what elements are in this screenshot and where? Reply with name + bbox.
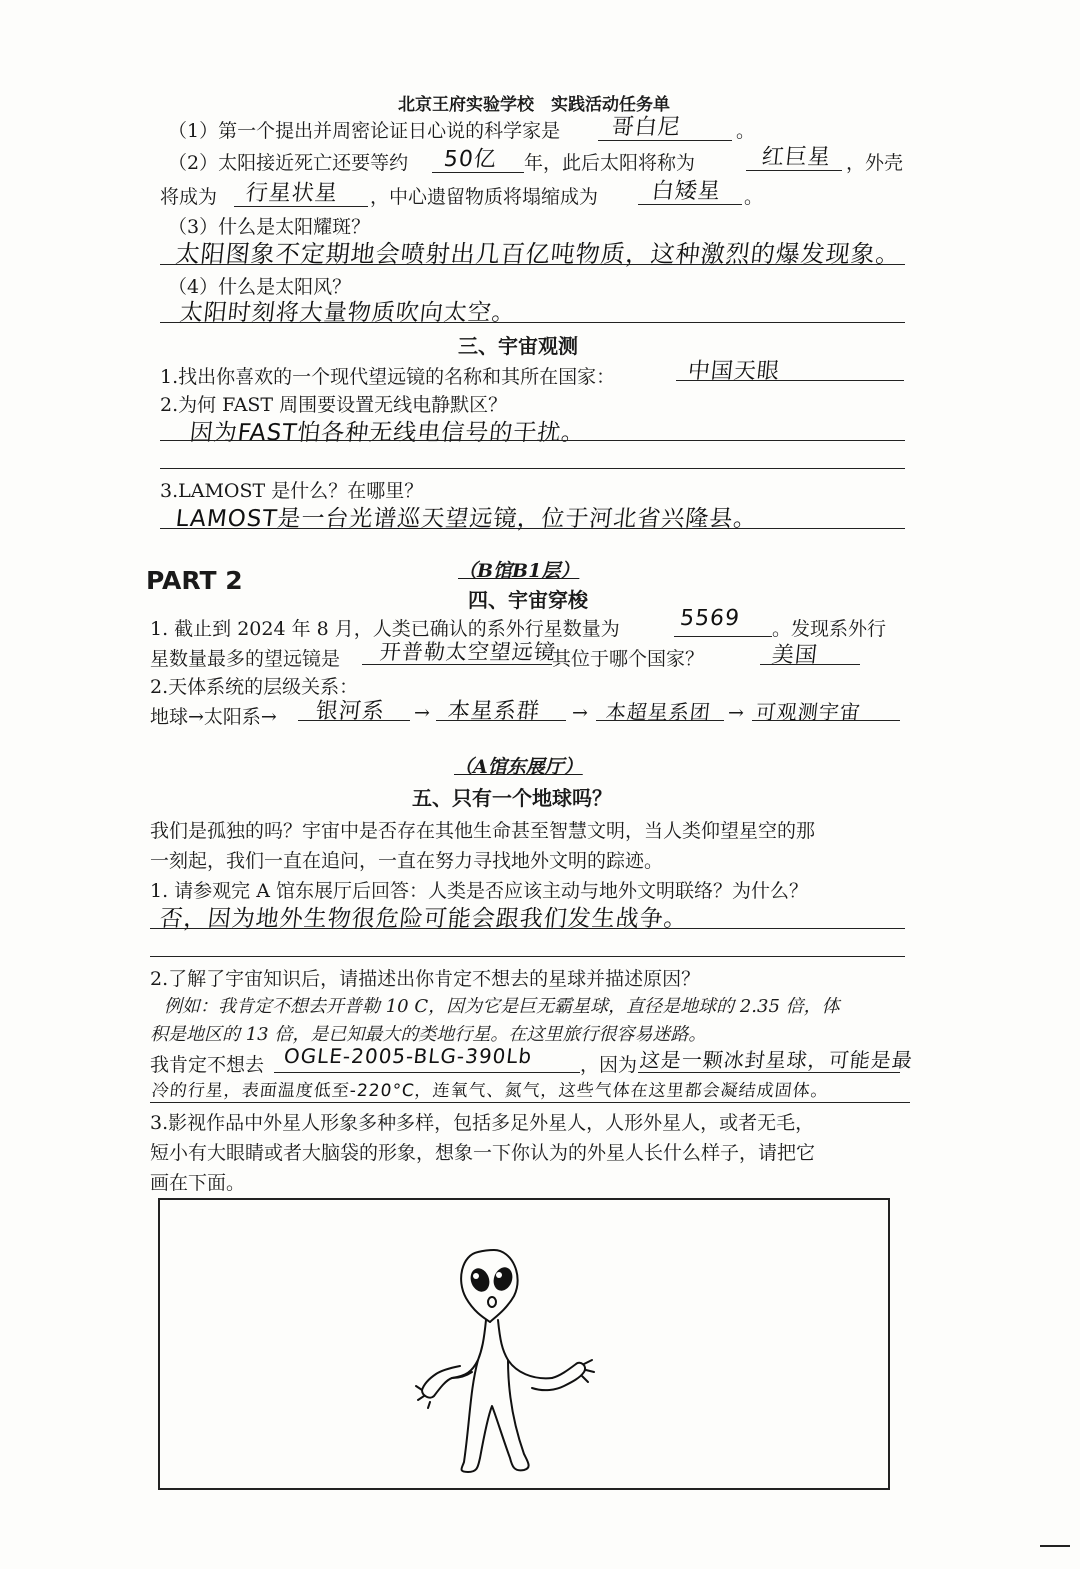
s4-q2-underline-1	[298, 720, 410, 721]
s3-q2-underline-1	[160, 440, 905, 441]
section4-title: 四、宇宙穿梭	[468, 588, 588, 612]
s4-q1-count-underline	[674, 636, 772, 637]
s4-q2-answer-1: 银河系	[314, 699, 387, 724]
s5-q2-reason-underline-1	[638, 1072, 900, 1073]
s5-q2-example-1: 例如：我肯定不想去开普勒 10 C，因为它是巨无霸星球，直径是地球的 2.35 倍，体	[164, 996, 840, 1017]
q4-prompt: （4）什么是太阳风？	[168, 276, 352, 298]
s3-q3-answer: LAMOST是一台光谱巡天望远镜，位于河北省兴隆县。	[174, 506, 759, 532]
s4-q2-arrow-3: →	[728, 702, 744, 724]
q2-answer-shell: 行星状星	[244, 181, 340, 206]
alien-left-eye	[467, 1266, 492, 1295]
q2-prompt-b: 年，此后太阳将称为	[524, 152, 696, 174]
alien-drawing	[160, 1200, 888, 1488]
part2-label: PART 2	[146, 566, 243, 595]
q1-prompt: （1）第一个提出并周密论证日心说的科学家是	[168, 120, 561, 142]
q2-end: 。	[744, 186, 764, 208]
q2-prompt-a: （2）太阳接近死亡还要等约	[168, 152, 409, 174]
q1-answer: 哥白尼	[610, 115, 683, 140]
s4-q1-answer-telescope: 开普勒太空望远镜	[378, 640, 558, 664]
s4-q1-prompt-d: 其位于哪个国家？	[552, 648, 705, 670]
s4-q2-answer-3: 本超星系团	[604, 700, 713, 724]
s4-q2-chain-start: 地球→太阳系→	[150, 706, 277, 728]
s5-q1-prompt: 1. 请参观完 A 馆东展厅后回答：人类是否应该主动与地外文明联络？为什么？	[150, 880, 808, 902]
s3-q2-underline-2	[160, 468, 905, 469]
s5-q2-answer-planet: OGLE-2005-BLG-390Lb	[282, 1044, 534, 1068]
s4-q2-underline-3	[596, 720, 724, 721]
q2-answer-core: 白矮星	[650, 179, 723, 204]
s5-q2-prompt: 2.了解了宇宙知识后，请描述出你肯定不想去的星球并描述原因？	[150, 968, 701, 990]
s5-q2-prompt-b: ，因为	[580, 1054, 638, 1076]
q2-shell-underline	[234, 206, 368, 207]
s4-q1-telescope-underline	[362, 664, 552, 665]
s4-q2-prompt: 2.天体系统的层级关系：	[150, 676, 359, 698]
s5-q3-line-2: 短小有大眼睛或者大脑袋的形象，想象一下你认为的外星人长什么样子，请把它	[150, 1142, 816, 1164]
alien-mouth	[488, 1297, 496, 1307]
s5-q2-example-2: 积是地区的 13 倍，是已知最大的类地行星。在这里旅行很容易迷路。	[150, 1024, 707, 1045]
s4-q2-underline-4	[752, 720, 900, 721]
s5-q2-answer-reason-2: 冷的行星，表面温度低至-220°C，连氧气、氮气，这些气体在这里都会凝结成固体。	[150, 1081, 830, 1101]
section5-hall: （A馆东展厅）	[454, 756, 583, 778]
s5-q3-line-1: 3.影视作品中外星人形象多种多样，包括多足外星人，人形外星人，或者无毛，	[150, 1112, 815, 1134]
s5-q1-answer: 否，因为地外生物很危险可能会跟我们发生战争。	[158, 906, 690, 932]
section5-title: 五、只有一个地球吗？	[412, 786, 612, 810]
q2-answer-name: 红巨星	[760, 145, 833, 170]
corner-mark	[1040, 1545, 1070, 1547]
page-header-title: 北京王府实验学校 实践活动任务单	[398, 95, 670, 115]
s4-q1-prompt-a: 1. 截止到 2024 年 8 月，人类已确认的系外行星数量为	[150, 618, 620, 640]
q2-name-underline	[746, 170, 842, 171]
s5-q2-planet-underline	[274, 1072, 580, 1073]
q3-answer: 太阳图象不定期地会喷射出几百亿吨物质，这种激烈的爆发现象。	[174, 240, 903, 268]
s5-q2-prompt-a: 我肯定不想去	[150, 1054, 265, 1076]
part2-hall: （B馆B1层）	[458, 560, 580, 582]
s3-q3-underline	[160, 528, 905, 529]
s4-q2-underline-2	[436, 720, 566, 721]
drawing-box	[158, 1198, 890, 1490]
q2-years-underline	[432, 172, 524, 173]
s4-q1-prompt-b: 。发现系外行	[772, 618, 887, 640]
s3-q1-prompt: 1.找出你喜欢的一个现代望远镜的名称和其所在国家：	[160, 366, 616, 388]
q4-answer: 太阳时刻将大量物质吹向太空。	[178, 300, 518, 326]
alien-right-eye	[490, 1265, 515, 1294]
q3-prompt: （3）什么是太阳耀斑？	[168, 216, 371, 238]
s4-q2-arrow-1: →	[414, 702, 430, 724]
s5-q2-reason-underline-2	[150, 1102, 910, 1103]
s4-q2-answer-2: 本星系群	[446, 699, 542, 724]
s5-intro-2: 一刻起，我们一直在追问，一直在努力寻找地外文明的踪迹。	[150, 850, 664, 872]
q1-end: 。	[736, 120, 756, 142]
s3-q1-answer: 中国天眼	[686, 359, 782, 384]
q4-underline	[160, 322, 905, 323]
s3-q2-prompt: 2.为何 FAST 周围要设置无线电静默区？	[160, 394, 508, 416]
q3-underline	[160, 264, 905, 265]
s5-q2-answer-reason-1: 这是一颗冰封星球，可能是最	[638, 1048, 915, 1072]
s3-q2-answer: 因为FAST怕各种无线电信号的干扰。	[188, 420, 587, 446]
s5-q3-line-3: 画在下面。	[150, 1172, 246, 1194]
s5-q1-underline-2	[150, 956, 905, 957]
s5-intro-1: 我们是孤独的吗？宇宙中是否存在其他生命甚至智慧文明，当人类仰望星空的那	[150, 820, 816, 842]
s4-q1-answer-country: 美国	[770, 643, 820, 668]
q2-prompt-d: 将成为	[160, 186, 218, 208]
s4-q1-prompt-c: 星数量最多的望远镜是	[150, 648, 341, 670]
q2-answer-years: 50亿	[442, 147, 499, 172]
s3-q3-prompt: 3.LAMOST 是什么？在哪里？	[160, 480, 424, 502]
s5-q1-underline-1	[150, 928, 905, 929]
s4-q1-answer-count: 5569	[678, 606, 742, 631]
q2-core-underline	[638, 204, 742, 205]
section3-title: 三、宇宙观测	[458, 334, 578, 358]
s4-q2-arrow-2: →	[572, 702, 588, 724]
q2-prompt-c: ，外壳	[846, 152, 904, 174]
q2-prompt-e: ，中心遗留物质将塌缩成为	[370, 186, 599, 208]
q1-underline	[598, 140, 732, 141]
s3-q1-underline	[676, 380, 904, 381]
s4-q1-country-underline	[760, 664, 860, 665]
s4-q2-answer-4: 可观测宇宙	[754, 700, 863, 724]
